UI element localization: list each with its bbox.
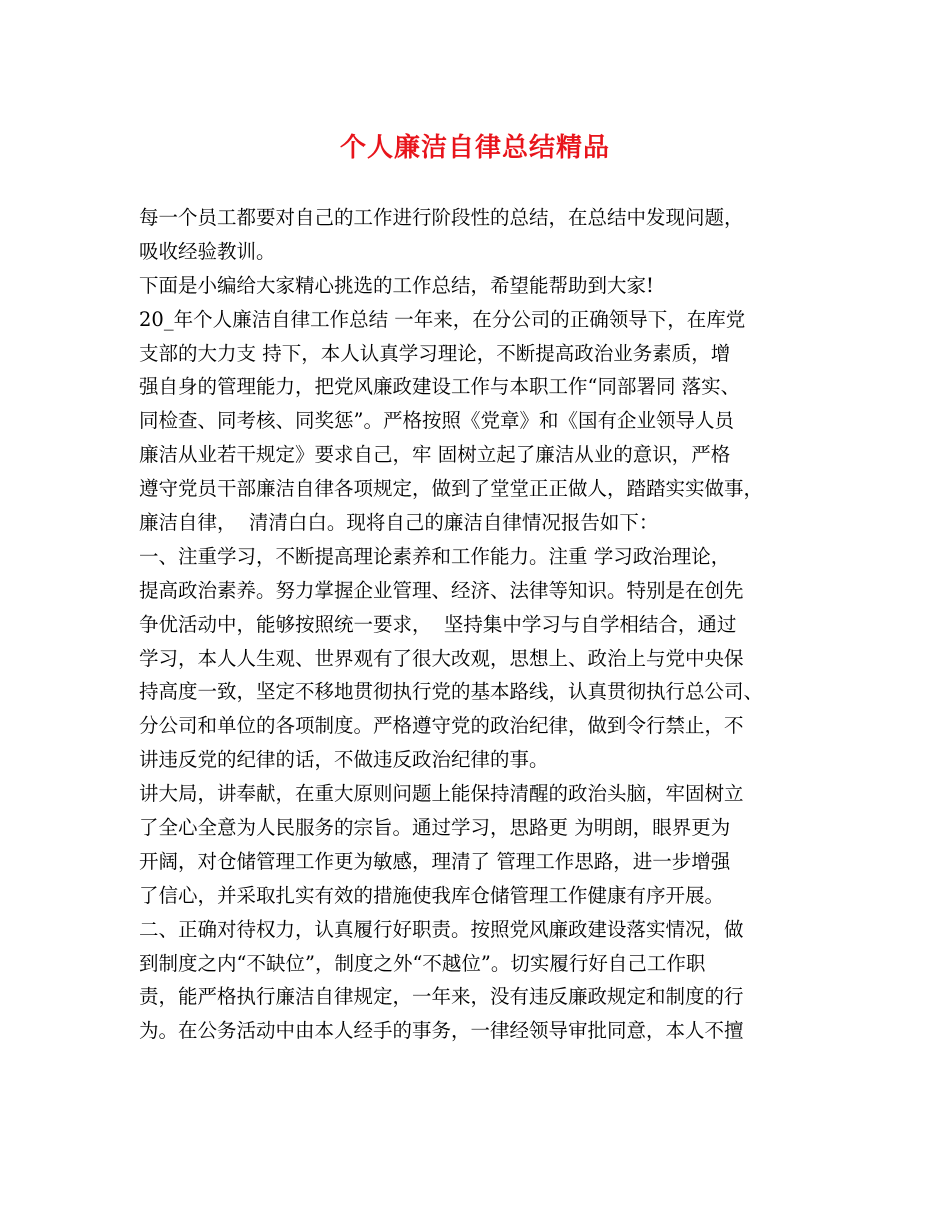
- body-line: 了信心，并采取扎实有效的措施使我库仓储管理工作健康有序开展。: [139, 883, 725, 907]
- body-line: 学习，本人人生观、世界观有了很大改观，思想上、政治上与党中央保: [139, 646, 744, 670]
- document-title: 个人廉洁自律总结精品: [339, 133, 610, 163]
- body-line: 了全心全意为人民服务的宗旨。通过学习，思路更 为明朗，眼界更为: [139, 816, 731, 840]
- body-line: 吸收经验教训。: [139, 239, 276, 263]
- document-body: [139, 201, 839, 1048]
- body-line: 20_年个人廉洁自律工作总结 一年来，在分公司的正确领导下，在库党: [139, 307, 746, 331]
- body-line: 分公司和单位的各项制度。严格遵守党的政治纪律，做到令行禁止，不: [139, 714, 744, 738]
- body-line: 廉洁自律， 清清白白。现将自己的廉洁自律情况报告如下：: [139, 511, 659, 535]
- body-line: 讲违反党的纪律的话，不做违反政治纪律的事。: [139, 748, 549, 772]
- body-line: 遵守党员干部廉洁自律各项规定，做到了堂堂正正做人，踏踏实实做事，: [139, 477, 764, 501]
- body-line: 讲大局，讲奉献，在重大原则问题上能保持清醒的政治头脑，牢固树立: [139, 782, 744, 806]
- body-line: 到制度之内“不缺位”，制度之外“不越位”。切实履行好自己工作职: [139, 951, 706, 975]
- body-line: 提高政治素养。努力掌握企业管理、经济、法律等知识。特别是在创先: [139, 578, 744, 602]
- body-line: 开阔，对仓储管理工作更为敏感，理清了 管理工作思路，进一步增强: [139, 849, 731, 873]
- body-line: 强自身的管理能力，把党风廉政建设工作与本职工作“同部署同 落实、: [139, 375, 741, 399]
- body-line: 持高度一致，坚定不移地贯彻执行党的基本路线，认真贯彻执行总公司、: [139, 680, 764, 704]
- body-line: 下面是小编给大家精心挑选的工作总结，希望能帮助到大家!: [139, 273, 654, 297]
- body-line: 为。在公务活动中由本人经手的事务，一律经领导审批同意，本人不擅: [139, 1019, 744, 1043]
- body-line: 责，能严格执行廉洁自律规定，一年来，没有违反廉政规定和制度的行: [139, 985, 744, 1009]
- body-line: 每一个员工都要对自己的工作进行阶段性的总结，在总结中发现问题，: [139, 206, 744, 229]
- body-line: 支部的大力支 持下，本人认真学习理论，不断提高政治业务素质，增: [139, 341, 731, 365]
- body-line: 一、注重学习，不断提高理论素养和工作能力。注重 学习政治理论，: [139, 544, 731, 568]
- body-line: 争优活动中，能够按照统一要求， 坚持集中学习与自学相结合，通过: [139, 612, 737, 636]
- body-line: 廉洁从业若干规定》要求自己，牢 固树立起了廉洁从业的意识，严格: [139, 443, 731, 467]
- body-line: 二、正确对待权力，认真履行好职责。按照党风廉政建设落实情况，做: [139, 917, 744, 941]
- body-line: 同检查、同考核、同奖惩”。严格按照《党章》和《国有企业领导人员: [139, 409, 734, 433]
